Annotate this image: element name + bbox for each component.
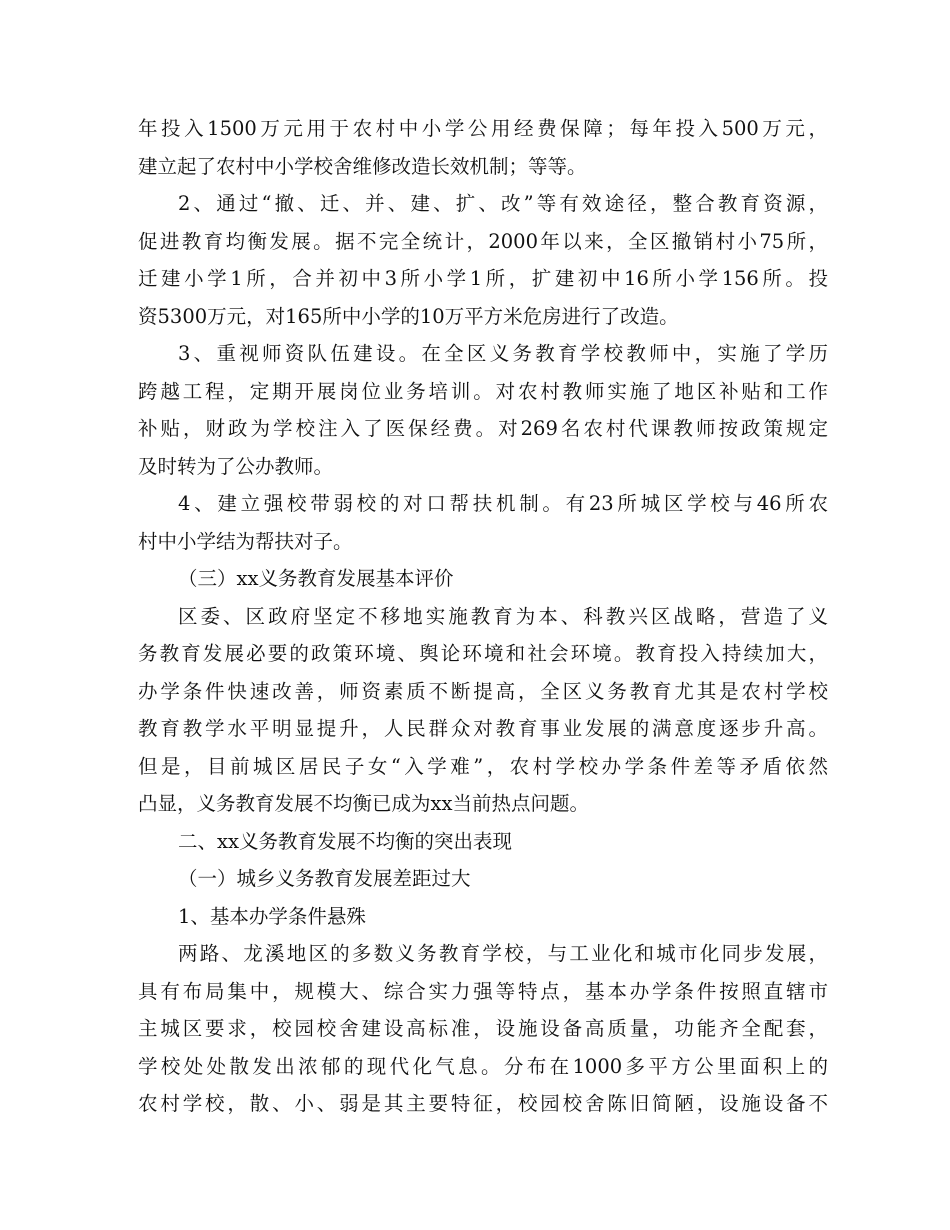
text-line: 村中小学结为帮扶对子。 [138, 529, 353, 553]
text-line: 办学条件快速改善，师资素质不断提高，全区义务教育尤其是农村学校 [138, 679, 828, 703]
text-line: 主城区要求，校园校舍建设高标准，设施设备高质量，功能齐全配套， [138, 1017, 828, 1040]
text-line: 凸显，义务教育发展不均衡已成为xx当前热点问题。 [138, 792, 589, 815]
text-line: 学校处处散发出浓郁的现代化气息。分布在1000多平方公里面积上的 [138, 1054, 828, 1078]
document-page [138, 110, 828, 1123]
text-line: 两路、龙溪地区的多数义务教育学校，与工业化和城市化同步发展， [178, 942, 828, 965]
text-line: 年投入1500万元用于农村中小学公用经费保障；每年投入500万元， [138, 117, 828, 140]
text-line: 及时转为了公办教师。 [138, 454, 334, 478]
text-line: 教育教学水平明显提升，人民群众对教育事业发展的满意度逐步升高。 [138, 717, 828, 740]
text-line: 补贴，财政为学校注入了医保经费。对269名农村代课教师按政策规定 [138, 417, 828, 440]
text-line: 具有布局集中，规模大、综合实力强等特点，基本办学条件按照直辖市 [138, 979, 828, 1003]
text-line: 促进教育均衡发展。据不完全统计，2000年以来，全区撤销村小75所， [138, 229, 828, 253]
text-line: 4、建立强校带弱校的对口帮扶机制。有23所城区学校与46所农 [178, 492, 828, 515]
text-line: 1、基本办学条件悬殊 [178, 904, 366, 928]
text-line: 2、通过“撤、迁、并、建、扩、改”等有效途径，整合教育资源， [178, 192, 828, 215]
text-line: 农村学校，散、小、弱是其主要特征，校园校舍陈旧简陋，设施设备不 [138, 1092, 828, 1115]
text-line: 迁建小学1所，合并初中3所小学1所，扩建初中16所小学156所。投 [138, 267, 828, 290]
text-line: （一）城乡义务教育发展差距过大 [178, 867, 471, 890]
text-line: 跨越工程，定期开展岗位业务培训。对农村教师实施了地区补贴和工作 [138, 379, 828, 403]
text-line: （三）xx义务教育发展基本评价 [178, 567, 454, 590]
text-line: 但是，目前城区居民子女“入学难”，农村学校办学条件差等矛盾依然 [138, 754, 828, 778]
text-line: 务教育发展必要的政策环境、舆论环境和社会环境。教育投入持续加大， [138, 642, 828, 665]
text-line: 资5300万元，对165所中小学的10万平方米危房进行了改造。 [138, 304, 679, 328]
text-line: 二、xx义务教育发展不均衡的突出表现 [178, 829, 512, 853]
text-line: 3、重视师资队伍建设。在全区义务教育学校教师中，实施了学历 [178, 342, 828, 365]
document-body [138, 110, 828, 1123]
text-line: 建立起了农村中小学校舍维修改造长效机制；等等。 [138, 154, 587, 178]
text-line: 区委、区政府坚定不移地实施教育为本、科教兴区战略，营造了义 [178, 604, 828, 628]
